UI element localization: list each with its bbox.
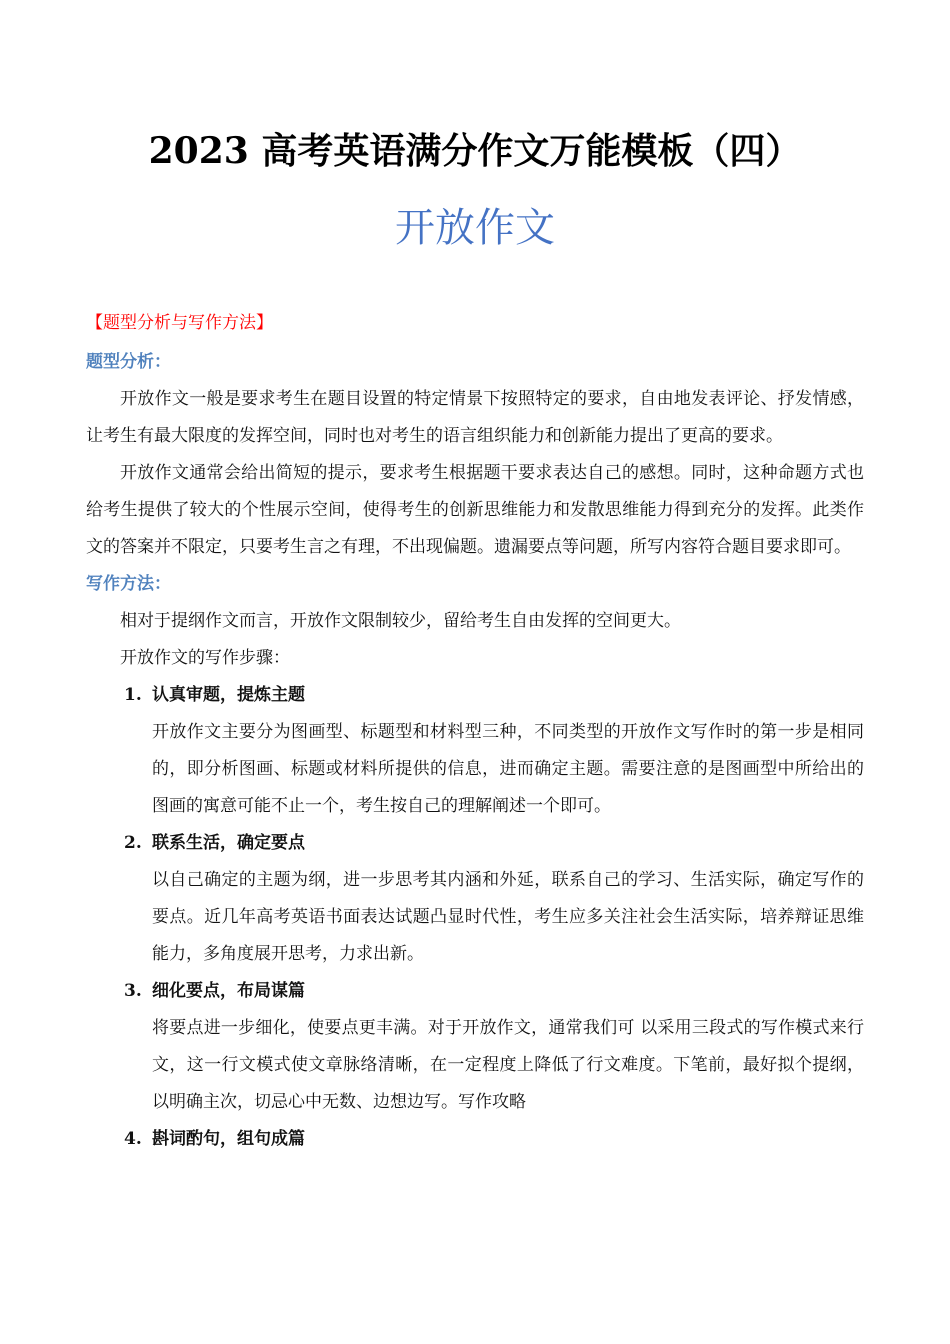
step-item [86, 825, 864, 973]
step-title: 细化要点，布局谋篇 [152, 981, 305, 1001]
method-steps-label: 开放作文的写作步骤： [120, 648, 290, 668]
page-subtitle: 开放作文 [395, 205, 555, 251]
step-title: 斟词酌句，组句成篇 [152, 1129, 305, 1149]
steps-list [86, 677, 864, 1158]
method-intro: 相对于提纲作文而言，开放作文限制较少，留给考生自由发挥的空间更大。 [120, 611, 681, 631]
analysis-heading: 题型分析： [86, 352, 171, 372]
step-item [86, 1121, 864, 1158]
document-body [86, 344, 864, 1158]
method-heading: 写作方法： [86, 574, 171, 594]
step-heading [86, 973, 864, 1010]
step-item [86, 973, 864, 1121]
step-number: 4. [124, 1129, 142, 1149]
step-body: 将要点进一步细化，使要点更丰满。对于开放作文，通常我们可 以采用三段式的写作模式来行文，这一行文模式使文章脉络清晰，在一定程度上降低了行文难度。下笔前，最好拟个提纲，以明确主次，切忌心中无数、边想边写。写作攻略 [152, 1018, 864, 1112]
step-number: 2. [124, 833, 142, 853]
step-body: 以自己确定的主题为纲，进一步思考其内涵和外延，联系自己的学习、生活实际，确定写作的要点。近几年高考英语书面表达试题凸显时代性，考生应多关注社会生活实际，培养辩证思维能力，多角度展开思考，力求出新。 [152, 870, 864, 964]
section-banner: 【题型分析与写作方法】 [86, 313, 273, 333]
step-body: 开放作文主要分为图画型、标题型和材料型三种，不同类型的开放作文写作时的第一步是相同的，即分析图画、标题或材料所提供的信息，进而确定主题。需要注意的是图画型中所给出的图画的寓意可能不止一个，考生按自己的理解阐述一个即可。 [152, 722, 864, 816]
step-heading [86, 1121, 864, 1158]
step-heading [86, 825, 864, 862]
step-number: 1. [124, 685, 142, 705]
page-title: 2023 高考英语满分作文万能模板（四） [148, 130, 802, 172]
step-item [86, 677, 864, 825]
step-number: 3. [124, 981, 142, 1001]
analysis-paragraph-2: 开放作文通常会给出简短的提示，要求考生根据题干要求表达自己的感想。同时，这种命题方式也给考生提供了较大的个性展示空间，使得考生的创新思维能力和发散思维能力得到充分的发挥。此类作文的答案并不限定，只要考生言之有理，不出现偏题。遗漏要点等问题，所写内容符合题目要求即可。 [86, 463, 864, 557]
analysis-paragraph-1: 开放作文一般是要求考生在题目设置的特定情景下按照特定的要求，自由地发表评论、抒发情感，让考生有最大限度的发挥空间，同时也对考生的语言组织能力和创新能力提出了更高的要求。 [86, 389, 864, 446]
step-title: 联系生活，确定要点 [152, 833, 305, 853]
step-title: 认真审题，提炼主题 [152, 685, 305, 705]
step-heading [86, 677, 864, 714]
